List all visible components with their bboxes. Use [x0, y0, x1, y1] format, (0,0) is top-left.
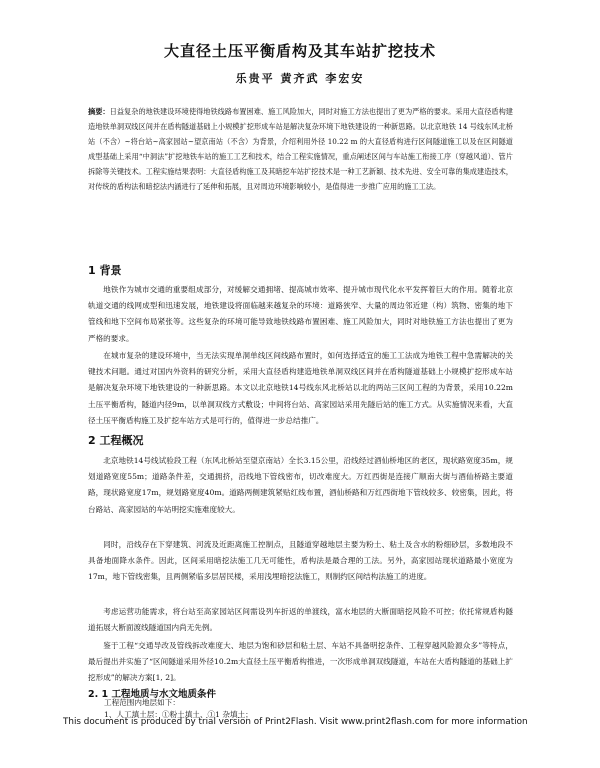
section-1-paragraph-1: 地铁作为城市交通的重要组成部分，对缓解交通拥堵、提高城市效率、提升城市现代化水平发挥着巨大的作用。随着北京轨道交通的线网成型和迅速发展，地铁建设将面临越来越复杂的环境：道路狭窄、大量的周边邻近建（构）筑物、密集的地下管线和地下空间布局紧张等。这些复杂的环境可能导致地铁线路布置困难、施工风险加大，同时对地铁施工方法也提出了更为严格的要求。 — [88, 285, 513, 343]
subsection-2-1-line-1: 工程范围内地层如下： — [104, 698, 180, 707]
section-2-paragraph-4: 鉴于工程“交通导改及管线拆改难度大、地层为饱和砂层和粘土层、车站不具备明挖条件、工程穿越风险源众多”等特点，最后提出并实施了“区间隧道采用外径10.2m大直径土压平衡盾构推进，一次形成单洞双线隧道，车站在大盾构隧道的基础上扩挖形成”的解决方案[1, 2]。 — [88, 641, 513, 683]
section-1-paragraph-2: 在城市复杂的建设环境中，当无法实现单洞单线区间线路布置时，如何选择适宜的施工工法成为地铁工程中急需解决的关键技术问题。通过对国内外资料的研究分析，采用大直径盾构建造地铁单洞双线区间并在盾构隧道基础上小规模扩挖形成车站是解决复杂环境下地铁建设的一种新思路。本文以北京地铁14号线东风北桥站以北的两站三区间工程的为背景，采用10.22m土压平衡盾构，隧道内径9m，以单洞双线方式敷设；中间将台站、高家园站采用先隧后站的施工方式。从实施情况来看，大直径土压平衡盾构施工及扩挖车站方式是可行的，值得进一步总结推广。 — [88, 351, 513, 425]
abstract-text: 日益复杂的地铁建设环境使得地铁线路布置困难、施工风险加大，同时对施工方法也提出了更为严格的要求。采用大直径盾构建造地铁单洞双线区间并在盾构隧道基础上小规模扩挖形成车站是解决复杂环境下地铁建设的一种新思路。以北京地铁 14 号线东风北桥站（不含）~将台站~高家园站~望京南站（不含）为背景，介绍利用外径 10.22 m 的大直径盾构进行区间隧道施工以及在区间隧道成型基础上采用“中洞法”扩挖地铁车站的施工工艺和技术，结合工程实施情况，重点阐述区间与车站施工衔接工序（穿越风道）、管片拆除等关键技术。工程实施结果表明：大直径盾构施工及其暗挖车站扩挖技术是一种工艺新颖、技术先进、安全可靠的集成建造技术，对传统的盾构法和暗挖法内涵进行了延伸和拓展，且对周边环境影响较小，是值得进一步推广应用的施工工法。 — [88, 107, 513, 191]
section-1-heading: 1 背景 — [88, 264, 122, 277]
abstract-label: 摘要： — [88, 107, 110, 116]
section-2-heading: 2 工程概况 — [88, 434, 144, 447]
abstract — [88, 104, 513, 256]
section-2-paragraph-2: 同时，沿线存在下穿建筑、河流及近距离施工控制点，且隧道穿越地层主要为粉土、粘土及含水的粉细砂层，多数地段不具备地面降水条件。因此，区间采用暗挖法施工几无可能性，盾构法是最合理的工法。另外，高家园站现状道路最小宽度为17m，地下管线密集，且两侧紧临多层居民楼，采用浅埋暗挖法施工，则制约区间结构法施工的进度。 — [88, 540, 513, 582]
section-2-paragraph-3: 考虑运营功能需求，将台站至高家园站区间需设列车折返的单渡线，富水地层的大断面暗挖风险不可控；依托常规盾构隧道拓展大断面渡线隧道国内尚无先例。 — [88, 607, 513, 633]
paper-title: 大直径土压平衡盾构及其车站扩挖技术 — [163, 42, 436, 60]
author-list: 乐贵平 黄齐武 李宏安 — [235, 72, 365, 85]
section-2-paragraph-1: 北京地铁14号线试验段工程（东风北桥站至望京南站）全长3.15公里，沿线经过酒仙桥地区的老区，现状路宽度35m，规划道路宽度55m；道路条件差，交通拥挤，沿线地下管线密布，切改难度大。万红西街是连接广顺南大街与酒仙桥路主要道路，现状路宽度17m，规划路宽度40m。道路两侧建筑紧贴红线布置，酒仙桥路和万红西街地下管线较多、较密集，因此，将台路站、高家园站的车站明挖实施难度较大。 — [88, 456, 513, 514]
subsection-2-1-line-2: 1、人工填土层：①粉土填土、①1 杂填土； — [104, 710, 253, 719]
trial-watermark-footer: This document is produced by trial version of Print2Flash. Visit www.print2flash.com for more information — [63, 717, 528, 727]
subsection-2-1-heading: 2. 1 工程地质与水文地质条件 — [88, 689, 216, 700]
